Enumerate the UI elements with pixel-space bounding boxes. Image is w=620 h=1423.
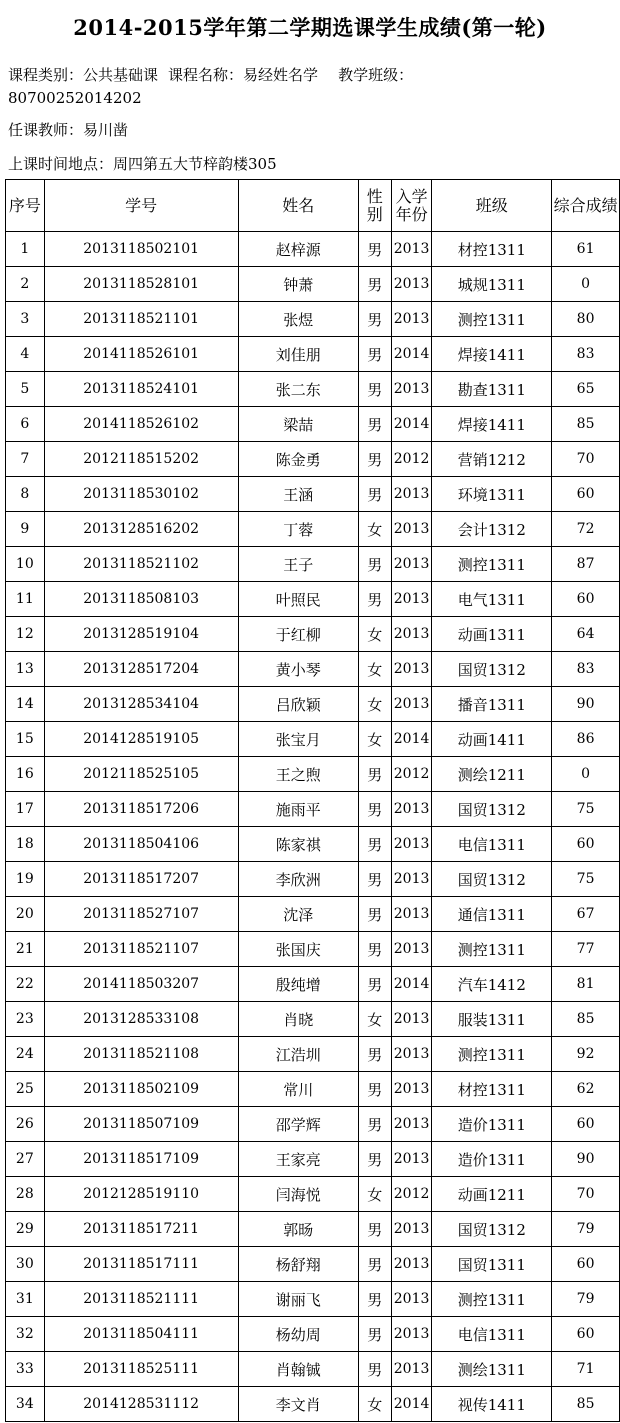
cell-seq: 13 (6, 652, 45, 687)
cell-gender: 男 (358, 792, 391, 827)
cell-gender: 男 (358, 1317, 391, 1352)
cell-score: 65 (552, 372, 620, 407)
table-row (6, 722, 620, 757)
cell-score: 87 (552, 547, 620, 582)
cell-student-id: 2013118517207 (44, 862, 238, 897)
table-row (6, 1282, 620, 1317)
cell-gender: 女 (358, 617, 391, 652)
cell-seq: 9 (6, 512, 45, 547)
cell-student-id: 2013118517111 (44, 1247, 238, 1282)
cell-student-id: 2012118525105 (44, 757, 238, 792)
cell-student-id: 2012118515202 (44, 442, 238, 477)
cell-score: 70 (552, 1177, 620, 1212)
cell-student-id: 2013118521107 (44, 932, 238, 967)
cell-enroll-year: 2013 (391, 1002, 432, 1037)
cell-score: 60 (552, 1107, 620, 1142)
cell-score: 80 (552, 302, 620, 337)
cell-score: 83 (552, 652, 620, 687)
cell-student-id: 2013118517206 (44, 792, 238, 827)
cell-class: 城规1311 (432, 267, 552, 302)
course-name-label: 课程名称： (168, 66, 244, 84)
cell-student-id: 2013118521101 (44, 302, 238, 337)
table-row (6, 512, 620, 547)
cell-enroll-year: 2013 (391, 1142, 432, 1177)
cell-enroll-year: 2012 (391, 442, 432, 477)
cell-seq: 12 (6, 617, 45, 652)
time-place: 周四第五大节梓韵楼305 (113, 155, 277, 173)
cell-seq: 31 (6, 1282, 45, 1317)
cell-seq: 21 (6, 932, 45, 967)
cell-gender: 女 (358, 1387, 391, 1422)
cell-name: 杨舒翔 (238, 1247, 358, 1282)
cell-score: 62 (552, 1072, 620, 1107)
cell-student-id: 2013118530102 (44, 477, 238, 512)
cell-gender: 男 (358, 1352, 391, 1387)
grades-table (5, 179, 620, 1422)
table-row (6, 1002, 620, 1037)
table-row (6, 862, 620, 897)
table-row (6, 687, 620, 722)
cell-gender: 男 (358, 1212, 391, 1247)
cell-seq: 17 (6, 792, 45, 827)
cell-gender: 男 (358, 1247, 391, 1282)
cell-name: 张国庆 (238, 932, 358, 967)
cell-name: 肖翰铖 (238, 1352, 358, 1387)
cell-enroll-year: 2013 (391, 1282, 432, 1317)
cell-seq: 2 (6, 267, 45, 302)
cell-enroll-year: 2013 (391, 1212, 432, 1247)
teacher-label: 任课教师： (8, 121, 84, 139)
table-row (6, 442, 620, 477)
cell-score: 90 (552, 1142, 620, 1177)
cell-name: 吕欣颖 (238, 687, 358, 722)
cell-class: 国贸1312 (432, 862, 552, 897)
cell-enroll-year: 2013 (391, 1317, 432, 1352)
cell-class: 焊接1411 (432, 407, 552, 442)
cell-class: 视传1411 (432, 1387, 552, 1422)
cell-gender: 男 (358, 267, 391, 302)
page-title: 2014-2015学年第二学期选课学生成绩(第一轮) (73, 15, 547, 40)
cell-score: 61 (552, 232, 620, 267)
cell-score: 77 (552, 932, 620, 967)
cell-student-id: 2013118502109 (44, 1072, 238, 1107)
header-seq: 序号 (6, 180, 45, 232)
cell-enroll-year: 2013 (391, 897, 432, 932)
cell-score: 60 (552, 1247, 620, 1282)
table-row (6, 1107, 620, 1142)
cell-class: 国贸1312 (432, 792, 552, 827)
cell-score: 64 (552, 617, 620, 652)
cell-seq: 27 (6, 1142, 45, 1177)
cell-enroll-year: 2013 (391, 862, 432, 897)
cell-name: 张宝月 (238, 722, 358, 757)
cell-seq: 14 (6, 687, 45, 722)
cell-gender: 男 (358, 1142, 391, 1177)
cell-gender: 女 (358, 1177, 391, 1212)
cell-enroll-year: 2014 (391, 407, 432, 442)
cell-student-id: 2013128516202 (44, 512, 238, 547)
cell-seq: 33 (6, 1352, 45, 1387)
cell-name: 叶照民 (238, 582, 358, 617)
cell-student-id: 2013118517211 (44, 1212, 238, 1247)
cell-score: 72 (552, 512, 620, 547)
table-row (6, 337, 620, 372)
cell-enroll-year: 2013 (391, 267, 432, 302)
table-header-row (6, 180, 620, 232)
cell-seq: 23 (6, 1002, 45, 1037)
cell-name: 王涵 (238, 477, 358, 512)
cell-score: 85 (552, 407, 620, 442)
cell-name: 殷纯增 (238, 967, 358, 1002)
cell-score: 60 (552, 477, 620, 512)
cell-class: 环境1311 (432, 477, 552, 512)
table-row (6, 617, 620, 652)
cell-gender: 女 (358, 1002, 391, 1037)
table-row (6, 1212, 620, 1247)
cell-name: 郭旸 (238, 1212, 358, 1247)
table-row (6, 1247, 620, 1282)
cell-class: 通信1311 (432, 897, 552, 932)
cell-score: 86 (552, 722, 620, 757)
cell-class: 国贸1312 (432, 1212, 552, 1247)
cell-class: 测控1311 (432, 1282, 552, 1317)
cell-seq: 8 (6, 477, 45, 512)
cell-score: 92 (552, 1037, 620, 1072)
cell-enroll-year: 2013 (391, 1072, 432, 1107)
cell-gender: 女 (358, 512, 391, 547)
cell-name: 谢丽飞 (238, 1282, 358, 1317)
cell-class: 电信1311 (432, 827, 552, 862)
cell-name: 丁蓉 (238, 512, 358, 547)
cell-class: 汽车1412 (432, 967, 552, 1002)
cell-seq: 7 (6, 442, 45, 477)
table-row (6, 232, 620, 267)
cell-student-id: 2013118525111 (44, 1352, 238, 1387)
cell-name: 施雨平 (238, 792, 358, 827)
time-place-line (8, 155, 277, 173)
header-score: 综合成绩 (552, 180, 620, 232)
cell-name: 闫海悦 (238, 1177, 358, 1212)
table-row (6, 547, 620, 582)
cell-enroll-year: 2013 (391, 1107, 432, 1142)
cell-gender: 男 (358, 477, 391, 512)
cell-enroll-year: 2013 (391, 1247, 432, 1282)
cell-enroll-year: 2014 (391, 967, 432, 1002)
cell-seq: 5 (6, 372, 45, 407)
cell-name: 王之煦 (238, 757, 358, 792)
cell-seq: 25 (6, 1072, 45, 1107)
cell-score: 83 (552, 337, 620, 372)
cell-gender: 男 (358, 897, 391, 932)
course-type: 公共基础课 (83, 66, 159, 84)
cell-student-id: 2013118528101 (44, 267, 238, 302)
cell-enroll-year: 2013 (391, 512, 432, 547)
cell-seq: 30 (6, 1247, 45, 1282)
class-label: 教学班级： (338, 66, 414, 84)
cell-name: 黄小琴 (238, 652, 358, 687)
cell-class: 材控1311 (432, 232, 552, 267)
cell-gender: 男 (358, 757, 391, 792)
cell-enroll-year: 2013 (391, 652, 432, 687)
cell-name: 陈金勇 (238, 442, 358, 477)
cell-enroll-year: 2013 (391, 827, 432, 862)
cell-gender: 男 (358, 967, 391, 1002)
cell-gender: 女 (358, 722, 391, 757)
cell-class: 材控1311 (432, 1072, 552, 1107)
cell-name: 常川 (238, 1072, 358, 1107)
header-class: 班级 (432, 180, 552, 232)
cell-gender: 男 (358, 827, 391, 862)
cell-class: 服装1311 (432, 1002, 552, 1037)
table-row (6, 897, 620, 932)
table-row (6, 1352, 620, 1387)
cell-score: 81 (552, 967, 620, 1002)
cell-student-id: 2014128531112 (44, 1387, 238, 1422)
table-row (6, 1072, 620, 1107)
table-row (6, 792, 620, 827)
cell-class: 播音1311 (432, 687, 552, 722)
cell-seq: 10 (6, 547, 45, 582)
cell-class: 动画1311 (432, 617, 552, 652)
cell-enroll-year: 2013 (391, 687, 432, 722)
cell-score: 60 (552, 582, 620, 617)
cell-enroll-year: 2013 (391, 302, 432, 337)
cell-class: 造价1311 (432, 1107, 552, 1142)
cell-student-id: 2013118524101 (44, 372, 238, 407)
cell-enroll-year: 2013 (391, 372, 432, 407)
table-row (6, 1177, 620, 1212)
cell-student-id: 2013118507109 (44, 1107, 238, 1142)
cell-score: 60 (552, 1317, 620, 1352)
table-row (6, 477, 620, 512)
cell-enroll-year: 2013 (391, 547, 432, 582)
cell-enroll-year: 2013 (391, 792, 432, 827)
cell-score: 79 (552, 1212, 620, 1247)
cell-seq: 3 (6, 302, 45, 337)
table-row (6, 372, 620, 407)
cell-student-id: 2013118521108 (44, 1037, 238, 1072)
cell-class: 测控1311 (432, 1037, 552, 1072)
cell-seq: 24 (6, 1037, 45, 1072)
cell-gender: 男 (358, 442, 391, 477)
cell-seq: 4 (6, 337, 45, 372)
cell-name: 邵学辉 (238, 1107, 358, 1142)
cell-gender: 男 (358, 1107, 391, 1142)
cell-gender: 男 (358, 407, 391, 442)
cell-name: 张二东 (238, 372, 358, 407)
cell-enroll-year: 2014 (391, 722, 432, 757)
cell-student-id: 2013118502101 (44, 232, 238, 267)
cell-class: 测绘1211 (432, 757, 552, 792)
cell-score: 75 (552, 792, 620, 827)
cell-class: 电气1311 (432, 582, 552, 617)
cell-class: 测控1311 (432, 547, 552, 582)
cell-name: 沈泽 (238, 897, 358, 932)
cell-gender: 女 (358, 687, 391, 722)
cell-seq: 6 (6, 407, 45, 442)
cell-enroll-year: 2013 (391, 617, 432, 652)
cell-gender: 男 (358, 232, 391, 267)
table-row (6, 407, 620, 442)
cell-seq: 26 (6, 1107, 45, 1142)
cell-enroll-year: 2013 (391, 232, 432, 267)
cell-seq: 11 (6, 582, 45, 617)
cell-seq: 32 (6, 1317, 45, 1352)
cell-student-id: 2013118527107 (44, 897, 238, 932)
cell-gender: 男 (358, 302, 391, 337)
table-row (6, 1037, 620, 1072)
cell-seq: 18 (6, 827, 45, 862)
cell-class: 测控1311 (432, 932, 552, 967)
cell-gender: 男 (358, 582, 391, 617)
cell-student-id: 2013128533108 (44, 1002, 238, 1037)
cell-seq: 28 (6, 1177, 45, 1212)
cell-student-id: 2014118526102 (44, 407, 238, 442)
cell-score: 60 (552, 827, 620, 862)
teacher-name: 易川凿 (83, 121, 129, 139)
cell-enroll-year: 2014 (391, 337, 432, 372)
cell-name: 钟萧 (238, 267, 358, 302)
cell-enroll-year: 2013 (391, 1352, 432, 1387)
cell-name: 陈家祺 (238, 827, 358, 862)
cell-name: 王子 (238, 547, 358, 582)
cell-gender: 男 (358, 862, 391, 897)
cell-student-id: 2014128519105 (44, 722, 238, 757)
cell-name: 于红柳 (238, 617, 358, 652)
course-name: 易经姓名学 (243, 66, 319, 84)
cell-seq: 15 (6, 722, 45, 757)
cell-gender: 男 (358, 1072, 391, 1107)
cell-name: 江浩圳 (238, 1037, 358, 1072)
teacher-line (8, 121, 128, 139)
cell-score: 0 (552, 757, 620, 792)
cell-student-id: 2012128519110 (44, 1177, 238, 1212)
table-row (6, 827, 620, 862)
cell-score: 85 (552, 1387, 620, 1422)
table-row (6, 1142, 620, 1177)
cell-gender: 女 (358, 652, 391, 687)
table-row (6, 1317, 620, 1352)
cell-student-id: 2013118504106 (44, 827, 238, 862)
cell-class: 测绘1311 (432, 1352, 552, 1387)
cell-student-id: 2013118517109 (44, 1142, 238, 1177)
cell-student-id: 2013118504111 (44, 1317, 238, 1352)
cell-student-id: 2013118508103 (44, 582, 238, 617)
cell-student-id: 2013118521111 (44, 1282, 238, 1317)
cell-name: 王家亮 (238, 1142, 358, 1177)
cell-gender: 男 (358, 1282, 391, 1317)
cell-seq: 19 (6, 862, 45, 897)
cell-name: 刘佳朋 (238, 337, 358, 372)
class-code: 80700252014202 (8, 89, 142, 107)
cell-student-id: 2013128517204 (44, 652, 238, 687)
cell-score: 71 (552, 1352, 620, 1387)
cell-student-id: 2013128519104 (44, 617, 238, 652)
cell-enroll-year: 2012 (391, 1177, 432, 1212)
cell-name: 李文肖 (238, 1387, 358, 1422)
cell-gender: 男 (358, 337, 391, 372)
table-row (6, 267, 620, 302)
header-enroll-year: 入学年份 (391, 180, 432, 232)
cell-class: 营销1212 (432, 442, 552, 477)
cell-name: 李欣洲 (238, 862, 358, 897)
cell-enroll-year: 2013 (391, 1037, 432, 1072)
cell-seq: 1 (6, 232, 45, 267)
cell-enroll-year: 2012 (391, 757, 432, 792)
cell-name: 梁喆 (238, 407, 358, 442)
cell-seq: 34 (6, 1387, 45, 1422)
course-info-line (8, 66, 413, 84)
cell-enroll-year: 2013 (391, 932, 432, 967)
cell-class: 国贸1312 (432, 652, 552, 687)
cell-gender: 男 (358, 547, 391, 582)
table-row (6, 757, 620, 792)
cell-class: 焊接1411 (432, 337, 552, 372)
cell-gender: 男 (358, 372, 391, 407)
header-gender: 性别 (358, 180, 391, 232)
table-row (6, 582, 620, 617)
cell-student-id: 2013128534104 (44, 687, 238, 722)
cell-name: 杨幼周 (238, 1317, 358, 1352)
cell-student-id: 2013118521102 (44, 547, 238, 582)
table-row (6, 302, 620, 337)
cell-seq: 20 (6, 897, 45, 932)
cell-class: 电信1311 (432, 1317, 552, 1352)
cell-class: 国贸1311 (432, 1247, 552, 1282)
table-row (6, 1387, 620, 1422)
cell-seq: 29 (6, 1212, 45, 1247)
cell-seq: 16 (6, 757, 45, 792)
table-row (6, 932, 620, 967)
time-place-label: 上课时间地点： (8, 155, 114, 173)
cell-seq: 22 (6, 967, 45, 1002)
cell-name: 赵梓源 (238, 232, 358, 267)
cell-score: 70 (552, 442, 620, 477)
cell-class: 动画1211 (432, 1177, 552, 1212)
cell-class: 勘查1311 (432, 372, 552, 407)
cell-class: 会计1312 (432, 512, 552, 547)
cell-class: 动画1411 (432, 722, 552, 757)
cell-student-id: 2014118526101 (44, 337, 238, 372)
cell-score: 79 (552, 1282, 620, 1317)
cell-name: 张煜 (238, 302, 358, 337)
cell-enroll-year: 2014 (391, 1387, 432, 1422)
cell-name: 肖晓 (238, 1002, 358, 1037)
table-row (6, 967, 620, 1002)
cell-gender: 男 (358, 932, 391, 967)
course-type-label: 课程类别： (8, 66, 84, 84)
table-row (6, 652, 620, 687)
cell-student-id: 2014118503207 (44, 967, 238, 1002)
cell-enroll-year: 2013 (391, 582, 432, 617)
cell-gender: 男 (358, 1037, 391, 1072)
cell-enroll-year: 2013 (391, 477, 432, 512)
cell-score: 67 (552, 897, 620, 932)
cell-class: 测控1311 (432, 302, 552, 337)
header-student-id: 学号 (44, 180, 238, 232)
cell-score: 75 (552, 862, 620, 897)
cell-score: 90 (552, 687, 620, 722)
cell-class: 造价1311 (432, 1142, 552, 1177)
cell-score: 85 (552, 1002, 620, 1037)
cell-score: 0 (552, 267, 620, 302)
header-name: 姓名 (238, 180, 358, 232)
